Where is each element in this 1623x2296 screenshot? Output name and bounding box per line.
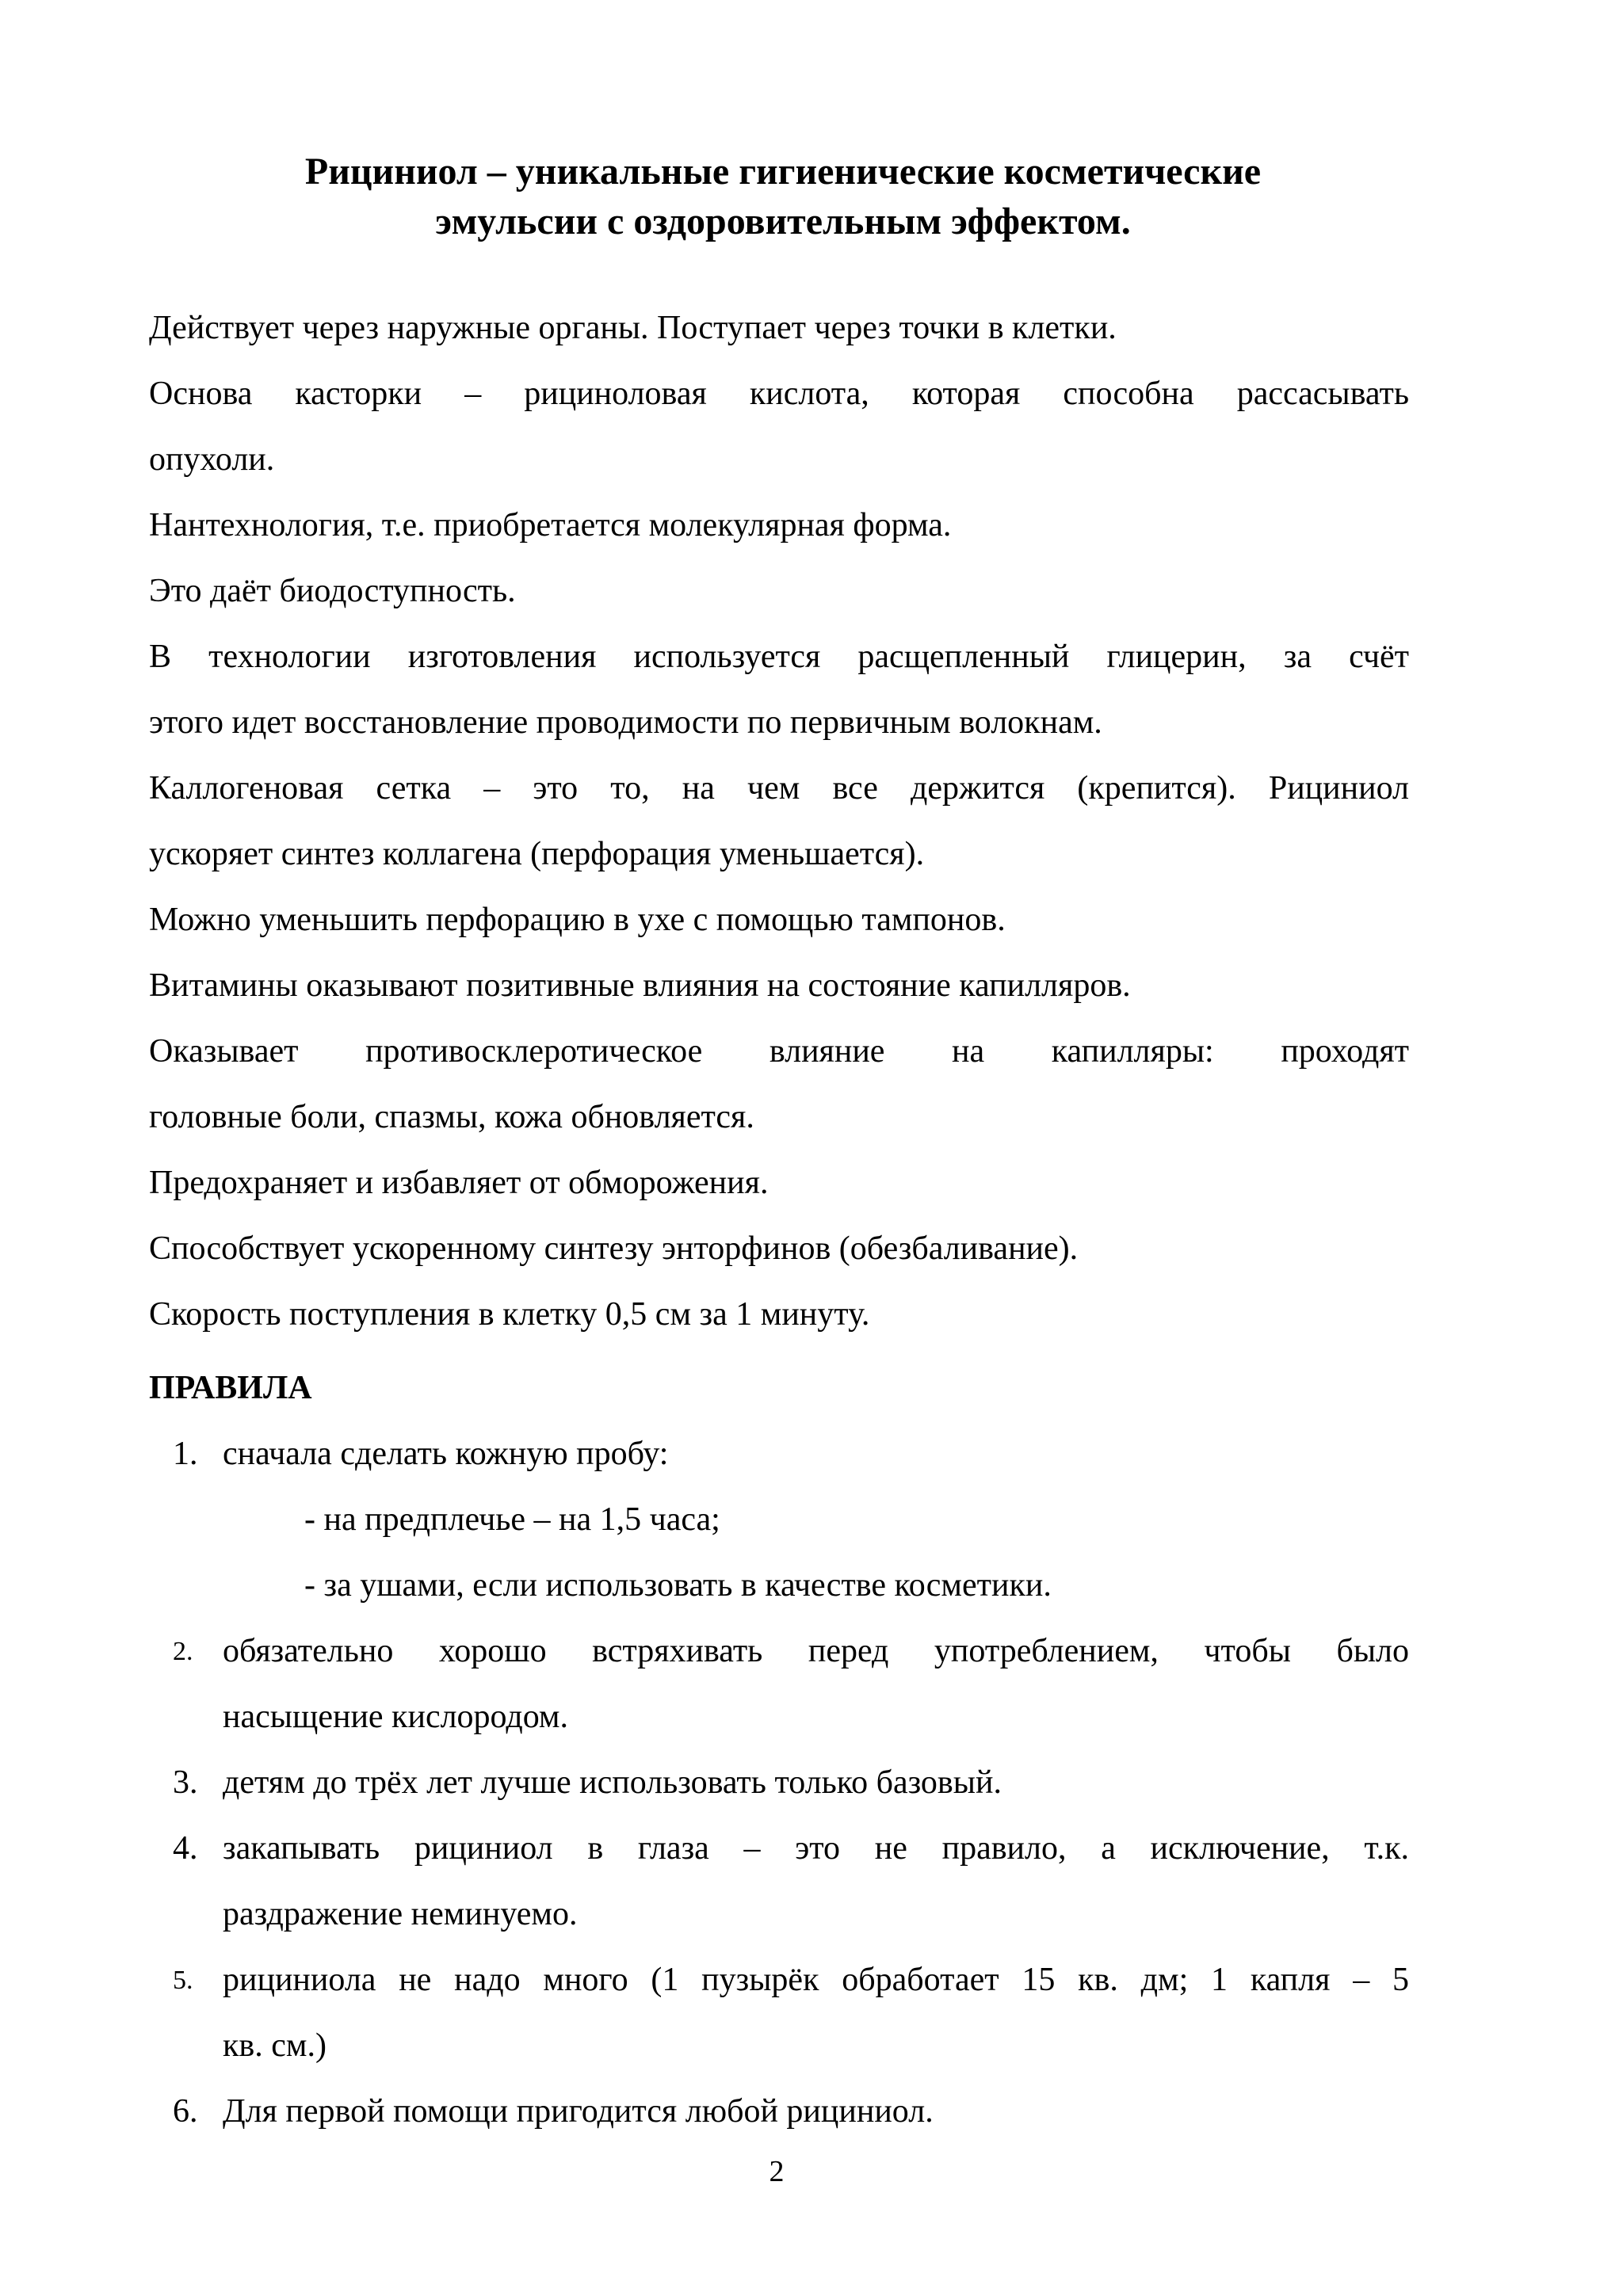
rule-number: 1.	[173, 1436, 198, 1472]
paragraph-line: В технологии изготовления используется расщепленный глицерин, за счёт	[149, 639, 1409, 675]
paragraph-line: Это даёт биодоступность.	[149, 573, 516, 609]
body-paragraphs	[149, 296, 1409, 1348]
paragraph-line: Предохраняет и избавляет от обморожения.	[149, 1165, 769, 1201]
paragraph-line: Каллогеновая сетка – это то, на чем все держится (крепится). Рициниол	[149, 770, 1409, 807]
rule-line: раздражение неминуемо.	[223, 1896, 578, 1932]
rules-heading: ПРАВИЛА	[149, 1370, 312, 1406]
paragraph-line: Нантехнология, т.е. приобретается молекулярная форма.	[149, 507, 952, 543]
paragraph-line: Можно уменьшить перфорацию в ухе с помощью тампонов.	[149, 902, 1006, 938]
rule-line: детям до трёх лет лучше использовать только базовый.	[223, 1764, 1002, 1801]
page-title	[149, 147, 1417, 246]
rule-item	[149, 1421, 1409, 1619]
rule-number: 2.	[173, 1637, 193, 1666]
paragraph-line: головные боли, спазмы, кожа обновляется.	[149, 1099, 754, 1135]
rule-number: 6.	[173, 2093, 198, 2130]
paragraph-line: Оказывает противосклеротическое влияние на капилляры: проходят	[149, 1033, 1409, 1070]
rule-line: закапывать рициниол в глаза – это не правило, а исключение, т.к.	[223, 1830, 1409, 1867]
rule-item	[149, 1619, 1409, 1750]
rule-line: насыщение кислородом.	[223, 1699, 568, 1735]
paragraph-line: Действует через наружные органы. Поступает через точки в клетки.	[149, 310, 1117, 346]
rule-item	[149, 1947, 1409, 2079]
rule-number: 5.	[173, 1966, 193, 1995]
paragraph-line: Основа касторки – рициноловая кислота, которая способна рассасывать	[149, 376, 1409, 412]
paragraph-line: Витамины оказывают позитивные влияния на состояние капилляров.	[149, 967, 1131, 1004]
rule-item	[149, 1816, 1409, 1947]
rule-line: кв. см.)	[223, 2027, 327, 2064]
paragraph-line: Скорость поступления в клетку 0,5 см за 1 минуту.	[149, 1296, 870, 1333]
title-line: эмульсии с оздоровительным эффектом.	[435, 200, 1131, 242]
rule-number: 4.	[173, 1830, 198, 1867]
title-line: Рициниол – уникальные гигиенические косметические	[304, 151, 1262, 193]
rule-item	[149, 2079, 1409, 2145]
paragraph-line: ускоряет синтез коллагена (перфорация уменьшается).	[149, 836, 925, 872]
paragraph-line: опухоли.	[149, 441, 275, 478]
rule-line: сначала сделать кожную пробу:	[223, 1436, 669, 1472]
page-number: 2	[769, 2155, 785, 2188]
rule-item	[149, 1750, 1409, 1816]
rule-line: рициниола не надо много (1 пузырёк обработает 15 кв. дм; 1 капля – 5	[223, 1962, 1409, 1998]
rule-subitem: - на предплечье – на 1,5 часа;	[304, 1501, 720, 1538]
rule-line: обязательно хорошо встряхивать перед употреблением, чтобы было	[223, 1633, 1409, 1669]
rule-line: Для первой помощи пригодится любой рициниол.	[223, 2093, 934, 2130]
paragraph-line: Способствует ускоренному синтезу энторфинов (обезбаливание).	[149, 1230, 1079, 1267]
rule-subitem: - за ушами, если использовать в качестве косметики.	[304, 1567, 1052, 1604]
rule-number: 3.	[173, 1764, 198, 1801]
paragraph-line: этого идет восстановление проводимости по первичным волокнам.	[149, 704, 1102, 741]
rules-list	[149, 1421, 1409, 2145]
